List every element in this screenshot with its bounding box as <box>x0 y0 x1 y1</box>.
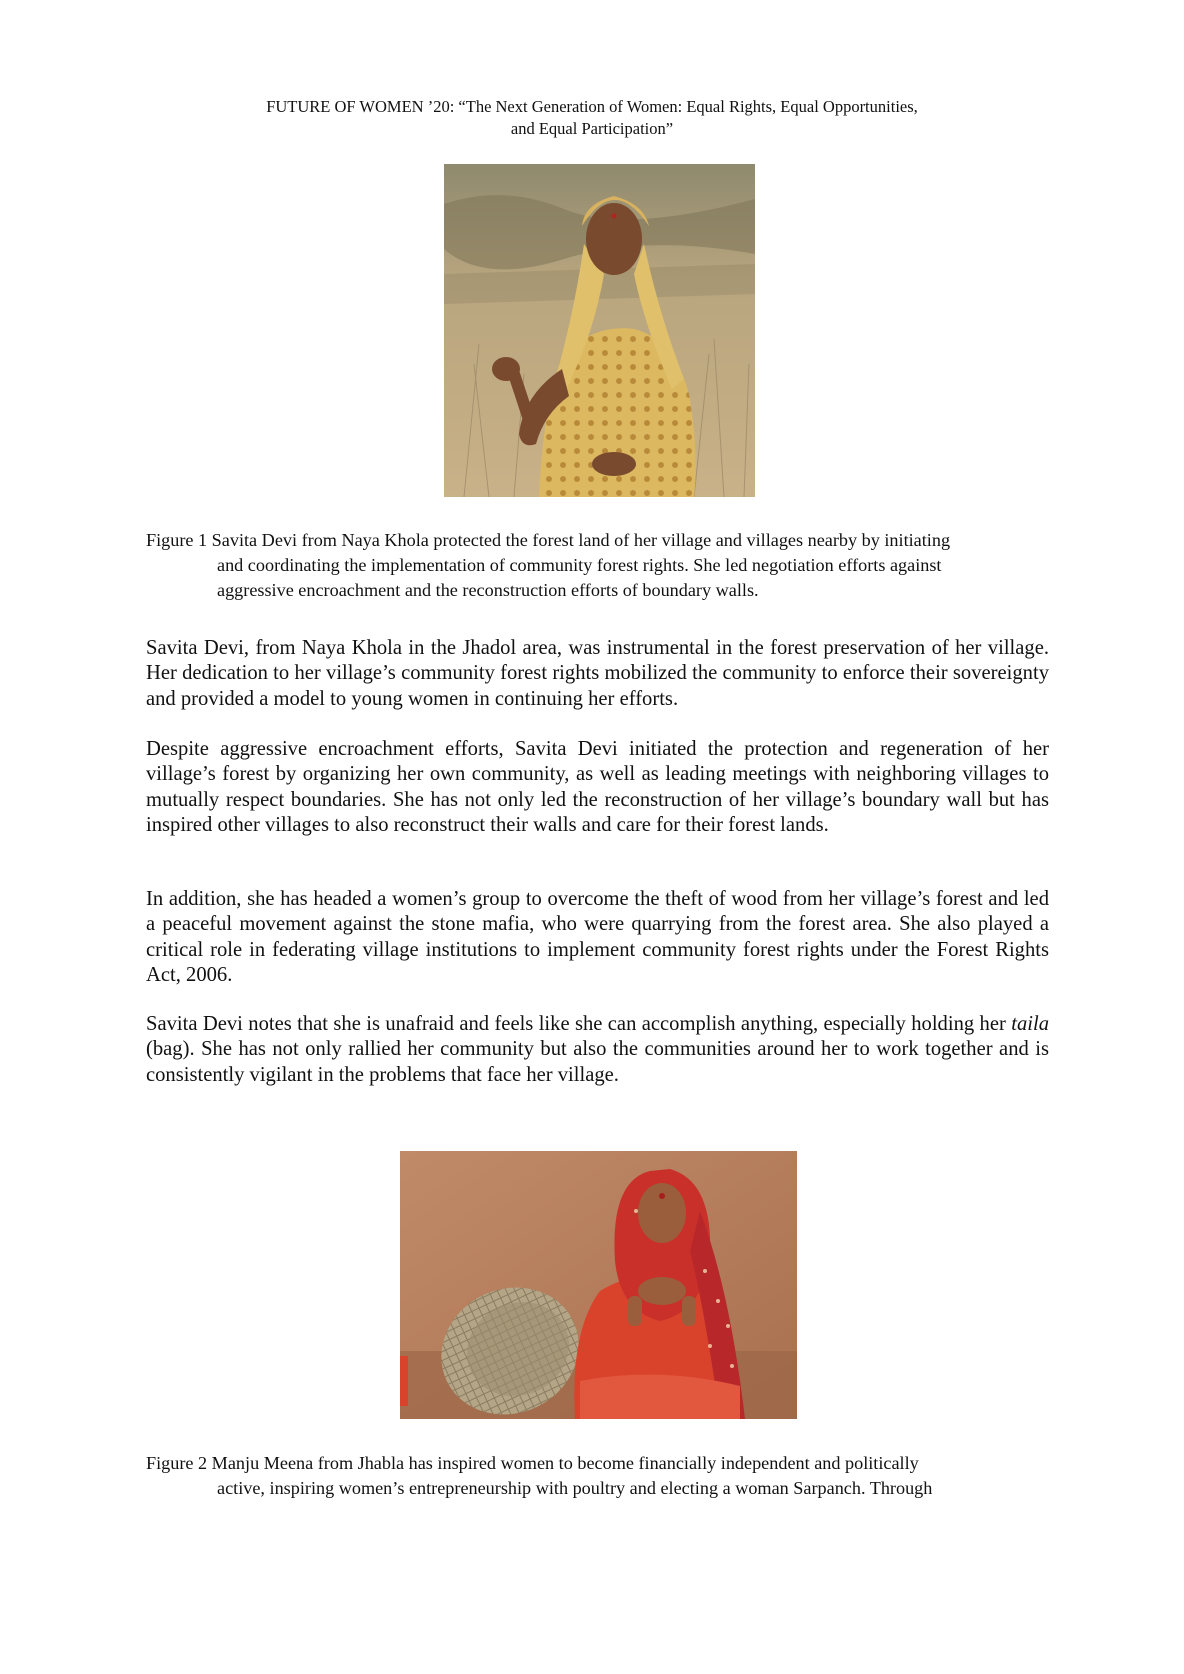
paragraph-text: (bag). She has not only rallied her community but also the communities around her to work together and is consistently vigilant in the problems that face her village. <box>146 1038 1049 1086</box>
body-paragraph-1: Savita Devi, from Naya Khola in the Jhadol area, was instrumental in the forest preservation of her village. Her dedication to her village’s community forest rights mobilized the community to enforce their sovereignty and provided a model to young women in continuing her efforts. <box>146 637 1049 710</box>
figure-1-caption <box>146 528 1046 603</box>
running-header <box>0 96 1184 140</box>
italic-term: taila <box>1011 1013 1049 1035</box>
figure-1-photo <box>444 164 755 497</box>
header-line-2: and Equal Participation” <box>510 119 674 138</box>
body-paragraph-4 <box>146 1012 1049 1088</box>
body-paragraph-2: Despite aggressive encroachment efforts, Savita Devi initiated the protection and regeneration of her village’s forest by organizing her own community, as well as leading meetings with neighboring villages to mutually respect boundaries. She has not only led the reconstruction of her village’s boundary wall but has inspired other villages to also reconstruct their walls and care for their forest lands. <box>146 738 1049 836</box>
paragraph-text: Savita Devi notes that she is unafraid and feels like she can accomplish anything, especially holding her <box>146 1013 1012 1035</box>
figure-2-photo <box>400 1151 797 1419</box>
figure-1-caption-line: Figure 1 Savita Devi from Naya Khola protected the forest land of her village and villages nearby by initiating <box>146 530 951 550</box>
figure-2-caption-line: active, inspiring women’s entrepreneurship with poultry and electing a woman Sarpanch. Through <box>217 1478 933 1498</box>
body-paragraph-3: In addition, she has headed a women’s group to overcome the theft of wood from her village’s forest and led a peaceful movement against the stone mafia, who were quarrying from the forest area. She also played a critical role in federating village institutions to implement community forest rights under the Forest Rights Act, 2006. <box>146 888 1049 986</box>
figure-2-caption-line: Figure 2 Manju Meena from Jhabla has inspired women to become financially independent and politically <box>146 1453 919 1473</box>
figure-2-caption <box>146 1451 1046 1501</box>
figure-1-image <box>444 164 755 497</box>
figure-2-image <box>400 1151 797 1419</box>
figure-1-caption-line: aggressive encroachment and the reconstruction efforts of boundary walls. <box>217 580 759 600</box>
figure-1-caption-line: and coordinating the implementation of community forest rights. She led negotiation efforts against <box>217 555 942 575</box>
header-line-1: FUTURE OF WOMEN ’20: “The Next Generation of Women: Equal Rights, Equal Opportunities, <box>266 97 918 116</box>
